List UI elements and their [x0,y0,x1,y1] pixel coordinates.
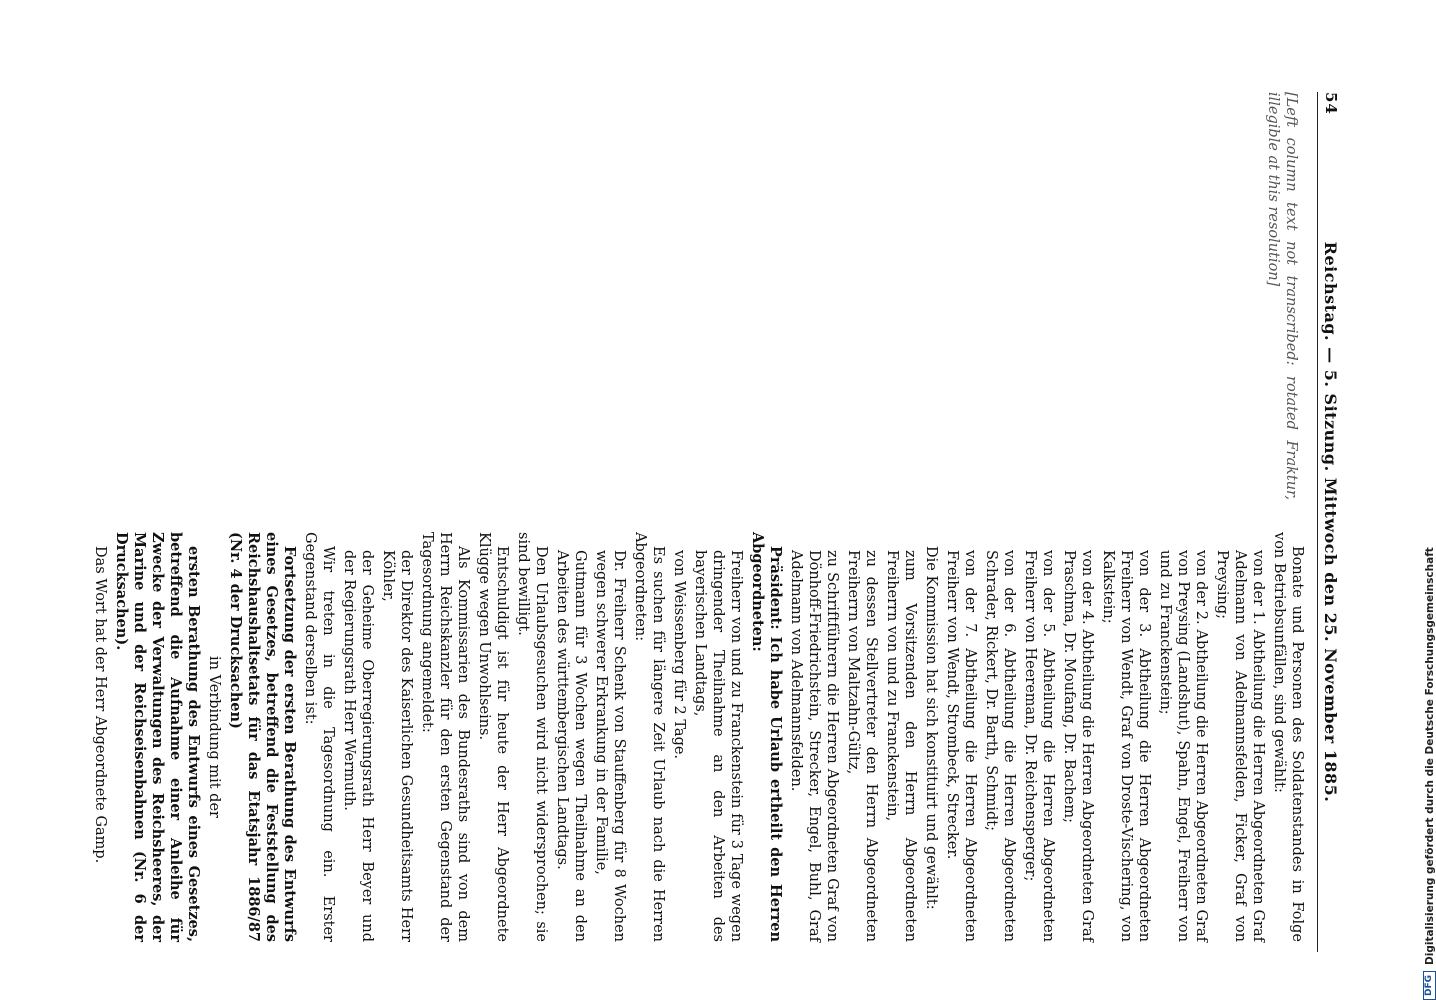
page-header: Reichstag. — 5. Sitzung. Mittwoch den 25. November 1885. [1321,241,1340,803]
paragraph: von der 3. Abtheilung die Herren Abgeordneten Freiherr von Wendt, Graf von Droste-Vischering, von Kalkstein; [1100,550,1152,942]
left-column-illegible-note: [Left column text not transcribed: rotated Fraktur, illegible at this resolution] [1265,92,1299,500]
commissioner: der Direktor des Kaiserlichen Gesundheitsamts Herr Köhler, [380,550,414,942]
agenda-item: ersten Berathung des Entwurfs eines Gesetzes, betreffend die Aufnahme einer Anleihe für Zwecke der Verwaltungen des Reichsheeres, der Marine und der Reichseisenbahnen (Nr. 6 der Drucksachen). [113,532,202,942]
paragraph: Das Wort hat der Herr Abgeordnete Gamp. [92,546,108,864]
agenda-connection: in Verbindung mit der [206,656,222,818]
leave-item: Freiherr von und zu Franckenstein für 3 Tage wegen dringender Theilnahme an den Arbeiten des bayerischen Landtags, [692,550,744,942]
paragraph: zum Vorsitzenden den Herrn Abgeordneten Freiherrn von und zu Franckenstein, [884,550,918,942]
paragraph: zu dessen Stellvertreter den Herrn Abgeordneten Freiherrn von Maltzahn-Gültz, [845,550,879,942]
paragraph: Bonate und Personen des Soldatenstandes in Folge von Betriebsunfällen, sind gewählt: [1271,532,1305,942]
paragraph: von der 1. Abtheilung die Herren Abgeordneten Graf Adelmann von Adelmannsfelden, Ficker, Graf von Preysing; [1214,550,1266,942]
paragraph: von der 2. Abtheilung die Herren Abgeordneten Graf von Preysing (Landshut), Spahn, Engel, Freiherr von und zu Franckenstein; [1157,550,1209,942]
paragraph: von der 6. Abtheilung die Herren Abgeordneten Schrader, Rickert, Dr. Barth, Schmidt; [983,550,1017,942]
dfg-logo-icon: DFG [1423,971,1436,1000]
left-column [95,92,1306,500]
paragraph: Entschuldigt ist für heute der Herr Abgeordnete Klügge wegen Unwohlseins. [476,532,510,942]
digitization-credit [1423,547,1436,1000]
paragraph: von der 7. Abtheilung die Herren Abgeordneten Freiherr von Wendt, Strombeck, Strecker. [944,550,978,942]
leave-item: Gutmann für 3 Wochen wegen Theilnahme an den Arbeiten des württembergischen Landtags. [554,550,588,942]
paragraph: Als Kommissarien des Bundesraths sind von dem Herrn Reichskanzler für den ersten Gegenstand der Tagesordnung angemeldet: [419,532,471,942]
paragraph: Die Kommission hat sich konstituirt und gewählt: [923,546,939,910]
document-page [92,92,1340,952]
leave-item: Dr. Freiherr Schenk von Stauffenberg für 8 Wochen wegen schwerer Erkrankung in der Familie, [593,550,627,942]
paragraph: Den Urlaubsgesuchen wird nicht widersprochen; sie sind bewilligt. [515,532,549,942]
commissioner: der Geheime Oberregierungsrath Herr Beyer und der Regierungsrath Herr Wermuth. [341,550,375,942]
paragraph: Wir treten in die Tagesordnung ein. Erster Gegenstand derselben ist: [302,532,336,942]
credit-text: Digitalisierung gefördert durch die Deutsche Forschungsgemeinschaft [1423,547,1436,965]
paragraph: von der 4. Abtheilung die Herren Abgeordneten Graf Praschma, Dr. Moufang, Dr. Bachem; [1061,550,1095,942]
page-number: 54 [1322,92,1340,115]
agenda-item: Fortsetzung der ersten Berathung des Entwurfs eines Gesetzes, betreffend die Feststellung des Reichshaushaltsetats für das Etatsjahr 1886/87 (Nr. 4 der Drucksachen) [227,532,298,942]
paragraph: Es suchen für längere Zeit Urlaub nach die Herren Abgeordneten: [632,532,666,942]
right-column [92,532,1306,942]
paragraph: von der 5. Abtheilung die Herren Abgeordneten Freiherr von Heereman, Dr. Reichensperger; [1022,550,1056,942]
president-statement: Präsident: Ich habe Urlaub ertheilt den Herren Abgeordneten: [749,532,784,942]
leave-item: von Weissenberg für 2 Tage. [671,550,687,760]
paragraph: zu Schriftführern die Herren Abgeordneten Graf von Dönhoff-Friedrichstein, Strecker, Engel, Buhl, Graf Adelmann von Adelmannsfelden. [788,550,840,942]
header-rule [1317,92,1318,952]
